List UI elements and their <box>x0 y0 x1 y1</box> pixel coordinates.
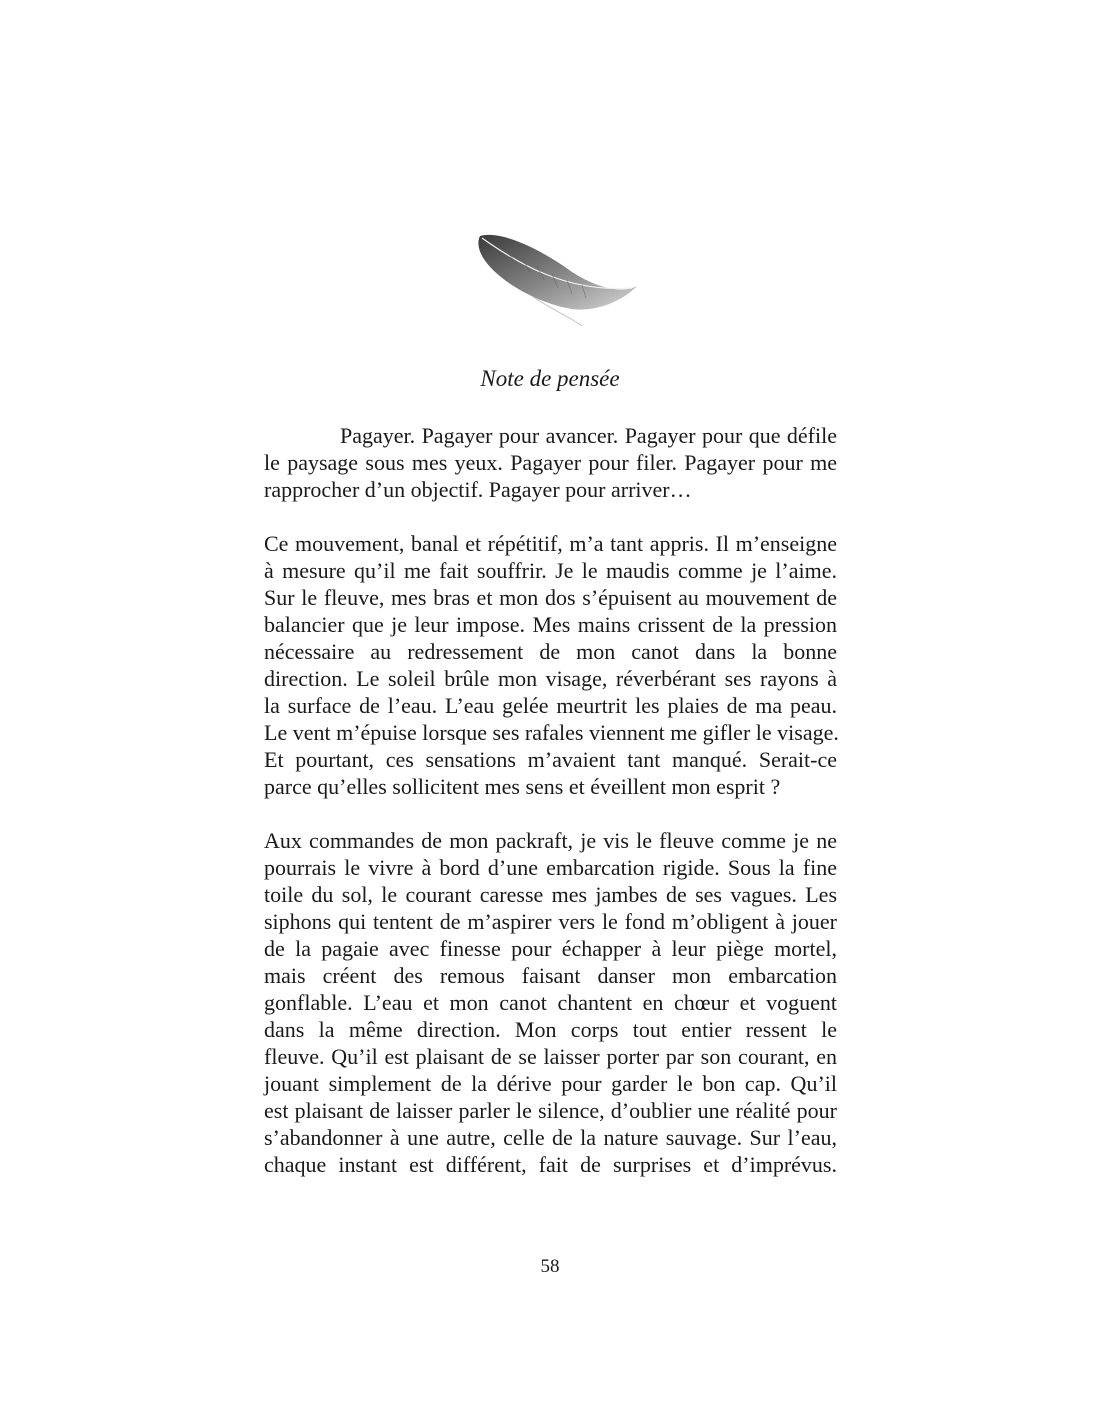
text-line: jouant simplement de la dérive pour garder le bon cap. Qu’il <box>264 1071 837 1096</box>
feather-icon <box>472 228 642 338</box>
text-line: de la pagaie avec finesse pour échapper à leur piège mortel, <box>264 936 837 961</box>
section-title: Note de pensée <box>480 366 620 391</box>
text-line: gonflable. L’eau et mon canot chantent en chœur et voguent <box>264 990 837 1015</box>
text-line: nécessaire au redressement de mon canot dans la bonne <box>264 639 837 664</box>
text-line: parce qu’elles sollicitent mes sens et éveillent mon esprit ? <box>264 774 781 799</box>
text-line: siphons qui tentent de m’aspirer vers le fond m’obligent à jouer <box>264 909 837 934</box>
text-line: direction. Le soleil brûle mon visage, réverbérant ses rayons à <box>264 666 837 691</box>
text-line: Ce mouvement, banal et répétitif, m’a tant appris. Il m’enseigne <box>264 531 837 556</box>
text-line: fleuve. Qu’il est plaisant de se laisser porter par son courant, en <box>264 1044 837 1069</box>
text-line: Le vent m’épuise lorsque ses rafales viennent me gifler le visage. <box>264 720 839 745</box>
text-line: le paysage sous mes yeux. Pagayer pour filer. Pagayer pour me <box>264 450 837 475</box>
text-line: la surface de l’eau. L’eau gelée meurtrit les plaies de ma peau. <box>264 693 837 718</box>
text-line: s’abandonner à une autre, celle de la nature sauvage. Sur l’eau, <box>264 1125 837 1150</box>
text-line: rapprocher d’un objectif. Pagayer pour arriver… <box>264 477 692 502</box>
text-line: Et pourtant, ces sensations m’avaient tant manqué. Serait-ce <box>264 747 837 772</box>
text-line: Sur le fleuve, mes bras et mon dos s’épuisent au mouvement de <box>264 585 837 610</box>
paragraph-3 <box>264 827 837 1178</box>
page-number: 58 <box>540 1256 560 1277</box>
text-line: mais créent des remous faisant danser mon embarcation <box>264 963 837 988</box>
text-line: balancier que je leur impose. Mes mains crissent de la pression <box>264 612 837 637</box>
text-line: Pagayer. Pagayer pour avancer. Pagayer pour que défile <box>340 423 837 448</box>
text-line: pourrais le vivre à bord d’une embarcation rigide. Sous la fine <box>264 855 837 880</box>
text-line: Aux commandes de mon packraft, je vis le fleuve comme je ne <box>264 828 837 853</box>
text-line: chaque instant est différent, fait de surprises et d’imprévus. <box>264 1152 837 1177</box>
text-line: est plaisant de laisser parler le silence, d’oublier une réalité pour <box>264 1098 837 1123</box>
text-line: dans la même direction. Mon corps tout entier ressent le <box>264 1017 837 1042</box>
text-line: à mesure qu’il me fait souffrir. Je le maudis comme je l’aime. <box>264 558 837 583</box>
body-text <box>264 422 837 1178</box>
paragraph-1 <box>264 422 837 503</box>
text-line: toile du sol, le courant caresse mes jambes de ses vagues. Les <box>264 882 837 907</box>
paragraph-2 <box>264 530 837 800</box>
